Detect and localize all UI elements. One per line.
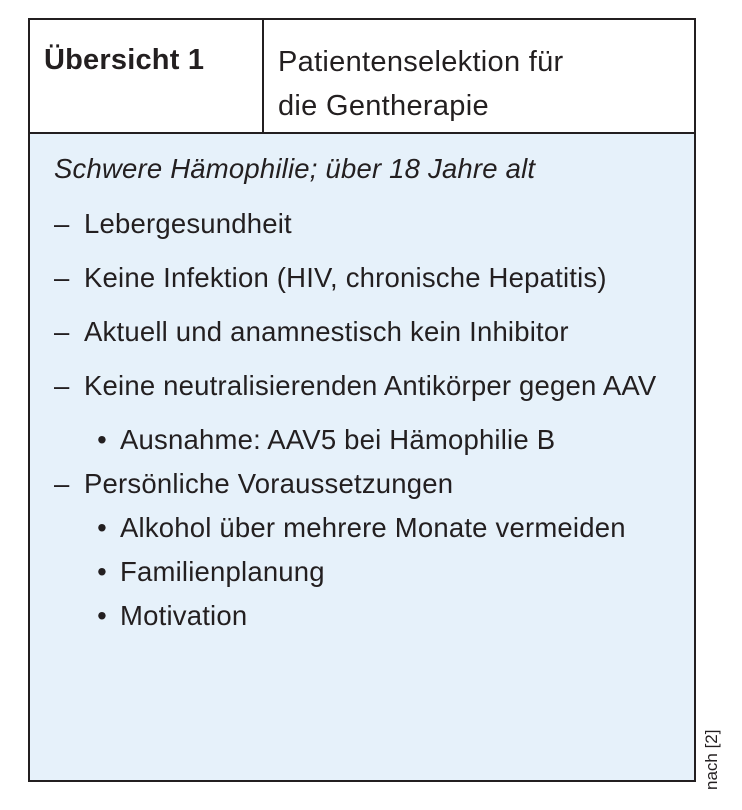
bullet-marker: • — [97, 512, 107, 543]
box-title-line-1: Patientenselektion für — [278, 46, 564, 78]
bullet-marker: • — [97, 600, 107, 631]
dash-marker: – — [54, 316, 70, 347]
list-item-text: Lebergesundheit — [84, 208, 292, 239]
lead-text: Schwere Hämophilie; über 18 Jahre alt — [54, 153, 536, 184]
list-item — [54, 202, 674, 246]
overview-box — [28, 18, 696, 782]
box-header — [30, 20, 694, 134]
box-title — [264, 20, 694, 132]
sub-list-item — [84, 418, 674, 462]
dash-marker: – — [54, 468, 70, 499]
list-item-text: Keine Infektion (HIV, chronische Hepatitis) — [84, 262, 607, 293]
list-item — [54, 364, 674, 408]
dash-marker: – — [54, 208, 70, 239]
sub-list-item — [84, 594, 674, 638]
bullet-marker: • — [97, 556, 107, 587]
source-note: nach [2] — [702, 729, 721, 790]
sub-list-item-text: Alkohol über mehrere Monate vermeiden — [120, 512, 626, 543]
box-title-line-2: die Gentherapie — [278, 90, 489, 122]
dash-marker: – — [54, 262, 70, 293]
sub-list-item-text: Motivation — [120, 600, 248, 631]
sub-list-item-text: Familienplanung — [120, 556, 325, 587]
box-content — [30, 134, 694, 638]
sub-list-item — [84, 550, 674, 594]
list-item-text: Keine neutralisierenden Antikörper gegen AAV — [84, 370, 657, 401]
sub-list-item-text: Ausnahme: AAV5 bei Hämophilie B — [120, 424, 556, 455]
list-item-text: Aktuell und anamnestisch kein Inhibitor — [84, 316, 569, 347]
list-item — [54, 310, 674, 354]
dash-marker: – — [54, 370, 70, 401]
sub-list-item — [84, 506, 674, 550]
list-item — [54, 256, 674, 300]
list-item — [54, 462, 674, 506]
box-label: Übersicht 1 — [30, 20, 264, 132]
bullet-marker: • — [97, 424, 107, 455]
list-item-text: Persönliche Voraussetzungen — [84, 468, 454, 499]
